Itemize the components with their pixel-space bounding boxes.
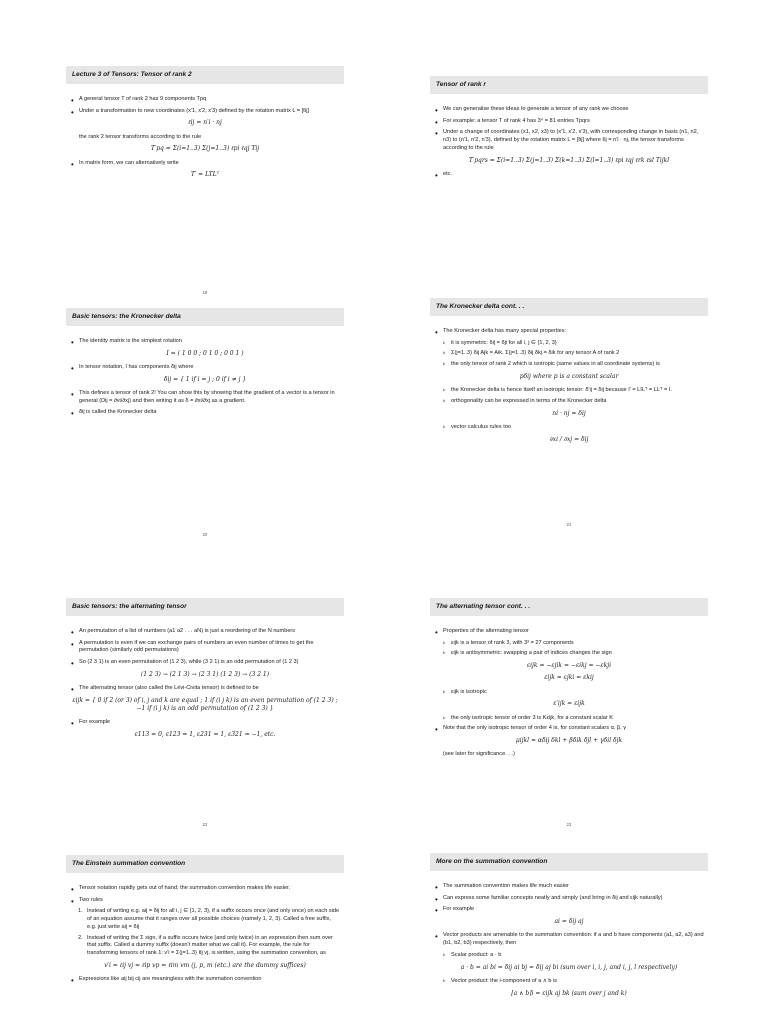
slide-title: Lecture 3 of Tensors: Tensor of rank 2 — [66, 66, 344, 84]
equation: μijkl = αδij δkl + βδik δjl + γδil δjk — [515, 737, 623, 745]
sub-bullet: ▹ the only isotropic tensor of order 3 is Kεijk, for a constant scalar K — [434, 715, 704, 723]
equation: ε′ijk = εijk — [553, 700, 585, 708]
slide-tensor-rank-r — [430, 76, 708, 306]
equation: ε113 = 0, ε123 = 1, ε231 = 1, ε321 = −1, etc. — [134, 731, 276, 739]
sub-bullet: ▹ the Kronecker delta is hence itself an isotropic tensor: δ′ij = δij because I′ = LILᵀ = LLᵀ = I. — [434, 387, 704, 395]
bullet: • In tensor notation, I has components δij where — [70, 364, 340, 372]
bullet: • A general tensor T of rank 2 has 9 components Tpq — [70, 96, 340, 104]
sub-bullet: ▹ orthogonality can be expressed in terms of the Kronecker delta — [434, 398, 704, 406]
bullet: • Vector products are amenable to the summation convention: if a and b have components (a1, a2, a3) and (b1, b2, b3) respectively, then — [434, 932, 704, 947]
equation: ℓij = n′i · nj — [188, 119, 222, 127]
sub-bullet: ▹ vector calculus rules too — [434, 424, 704, 432]
bullet: • Two rules — [70, 897, 340, 905]
slide-title: More on the summation convention — [430, 853, 708, 871]
equation: [a ∧ b]i = εijk aj bk (sum over j and k) — [511, 989, 627, 997]
slide-title: The Einstein summation convention — [66, 855, 344, 873]
numbered-item: 1. Instead of writing e.g. aij = δij for all i, j ∈ {1, 2, 3}, if a suffix occurs once (and only once) on each side of an equation assume that it ranges over all possible choices (namely 1, 2, 3). Called a free suffix, e.g. just write aij = δij — [78, 908, 340, 930]
sub-bullet: ▹ Vector product: the i-component of a ∧ b is — [434, 978, 704, 986]
equation: ai = δij aj — [554, 918, 584, 926]
sub-bullet: ▹ it is symmetric: δij = δji for all i, j ∈ {1, 2, 3} — [434, 340, 704, 348]
sub-bullet: ▹ εijk is antisymmetric: swapping a pair of indices changes the sign — [434, 650, 704, 658]
equation: a · b = ai bi = δij ai bj = δij aj bi (sum over i, i, j, and i, j, l respectively) — [460, 963, 678, 971]
slide-title: Tensor of rank r — [430, 76, 708, 94]
slide-einstein-summation — [66, 855, 344, 1024]
bullet: • For example: a tensor T of rank 4 has 3⁴ = 81 entries Tpqrs — [434, 118, 704, 126]
bullet: • Under a change of coordinates (x1, x2, x3) to (x′1, x′2, x′3), with corresponding change in basis (n1, n2, n3) to (n′1, n′2, n′3), defined by the rotation matrix L = [ℓij] where ℓij = n′i · nj, the tensor transforms according to the rule — [434, 129, 704, 152]
equation: I = ( 1 0 0 ; 0 1 0 ; 0 0 1 ) — [166, 349, 244, 357]
page-number: 23 — [566, 822, 572, 828]
equation: T′pq = Σ(i=1..3) Σ(j=1..3) ℓpi ℓqj Tij — [150, 145, 260, 153]
bullet: • For example — [70, 719, 340, 727]
bullet: • Tensor notation rapidly gets out of hand; the summation convention makes life easier. — [70, 885, 340, 893]
slide-alternating-tensor — [66, 598, 344, 828]
slide-title: Basic tensors: the Kronecker delta — [66, 308, 344, 326]
bullet: • Note that the only isotropic tensor of order 4 is, for constant scalars α, β, γ — [434, 725, 704, 733]
page-number: 21 — [566, 522, 572, 528]
bullet: • For example — [434, 906, 704, 914]
numbered-item-text: Instead of writing e.g. aij = δij for all i, j ∈ {1, 2, 3}, if a suffix occurs once (and only once) on each side of an equation assume that it ranges over all possible choices (namely 1, 2, 3). Called a free suffix, e.g. just write aij = δij — [87, 908, 340, 930]
bullet: • The summation convention makes life much easier — [434, 883, 704, 891]
bullet: • An permutation of a list of numbers (a1 a2 . . . aN) is just a reordering of the N numbers — [70, 628, 340, 636]
sub-bullet: ▹ Σ(j=1..3) δij Ajk = Aik, Σ(j=1..3) δij δkj = δik for any tensor A of rank 2 — [434, 350, 704, 358]
paragraph: the rank 2 tensor transforms according to the rule — [79, 133, 202, 140]
bullet: • Can express some familiar concepts neatly and simply (and bring in δij and εijk naturally) — [434, 895, 704, 903]
numbered-item-text: Instead of writing the Σ sign, if a suffix occurs twice (and only twice) in an expression then sum over that suffix. Called a dummy suffix (doesn't matter what we call it). For example, the rule for transforming tensors of rank 1: v′i = Σ(j=1..3) ℓij vj, is written, using the summation convention, as — [87, 934, 333, 957]
slide-title: Basic tensors: the alternating tensor — [66, 598, 344, 616]
bullet: • The identity matrix is the simplest rotation — [70, 338, 340, 346]
page-number: 20 — [202, 532, 208, 538]
equation: εijk = εjki = εkij — [544, 674, 594, 682]
equation: δij = { 1 if i = j ; 0 if i ≠ j } — [163, 375, 247, 383]
page-number: 18 — [202, 290, 208, 296]
equation: T′pqrs = Σ(i=1..3) Σ(j=1..3) Σ(k=1..3) Σ(l=1..3) ℓpi ℓqj ℓrk ℓsl Tijkl — [468, 156, 670, 164]
equation: T′ = LTLᵀ — [190, 171, 220, 179]
slide-title: The alternating tensor cont. . . — [430, 598, 708, 616]
sub-bullet: ▹ the only tensor of rank 2 which is isotropic (same values in all coordinate systems) is — [434, 361, 704, 369]
numbered-item: 2. Instead of writing the Σ sign, if a suffix occurs twice (and only twice) in an expression then sum over that suffix. Called a dummy suffix (doesn't matter what we call it). For example, the rule for transforming tensors of rank 1: v′i = Σ(j=1..3) ℓij vj, is written, using the summation convention, as — [78, 934, 333, 957]
page-number: 22 — [202, 822, 208, 828]
bullet: • We can generalise these ideas to generate a tensor of any rank we choose — [434, 106, 704, 114]
equation: εijk = { 0 if 2 (or 3) of i, j and k are equal ; 1 if (i j k) is an even permutation of (1 2 3) ; −1 if (i j k) is an odd permutation of (1 2 3) } — [72, 696, 338, 713]
slide-kronecker-delta-cont — [430, 298, 708, 528]
sub-bullet: ▹ εijk is isotropic — [434, 689, 704, 697]
equation: (1 2 3) → (2 1 3) → (2 3 1) (1 2 3) → (3 2 1) — [140, 670, 270, 678]
bullet: • Properties of the alternating tensor — [434, 628, 704, 636]
equation: v′i = ℓij vj = ℓip vp = ℓim vm (j, p, m (etc.) are the dummy suffices) — [104, 961, 306, 969]
bullet: • This defines a tensor of rank 2! You can show this by showing that the gradient of a vector is a tensor in general (Dij = ∂vi/∂xj) and then writing it as δ = ∂xi/∂xj as a gradient. — [70, 390, 340, 405]
sub-bullet: ▹ Scalar product: a · b — [434, 952, 704, 960]
bullet: • So (2 3 1) is an even permutation of (1 2 3), while (3 2 1) is an odd permutation of (1 2 3) — [70, 659, 340, 667]
bullet: • A permutation is even if we can exchange pairs of numbers an even number of times to get the permutation (similarly odd permutations) — [70, 640, 340, 655]
bullet: • The Kronecker delta has many special properties: — [434, 328, 704, 336]
bullet: • The alternating tensor (also called the Lévi-Civita tensor) is defined to be — [70, 685, 340, 693]
slide-kronecker-delta — [66, 308, 344, 538]
slide-tensor-rank-2 — [66, 66, 344, 296]
equation: ni · nj = δij — [552, 409, 586, 417]
equation: ∂xi / ∂xj = δij — [549, 435, 589, 443]
bullet: • δij is called the Kronecker delta — [70, 409, 340, 417]
bullet: • Expressions like aij bij cij are meaningless with the summation convention — [70, 976, 340, 984]
bullet: • In matrix form, we can alternatively write — [70, 160, 340, 168]
bullet: • Under a transformation to new coordinates (x′1, x′2, x′3) defined by the rotation matrix L = [ℓij] — [70, 108, 340, 116]
slide-alternating-tensor-cont — [430, 598, 708, 828]
slide-title: The Kronecker delta cont. . . — [430, 298, 708, 316]
slide-more-summation — [430, 853, 708, 1024]
bullet: • etc. — [434, 171, 704, 179]
sub-bullet: ▹ εijk is a tensor of rank 3, with 3³ = 27 components — [434, 640, 704, 648]
equation: pδij where p is a constant scalar — [519, 372, 619, 380]
equation: εijk = −εjik = −εikj = −εkji — [526, 662, 612, 670]
paragraph: (see later for significance. . .) — [443, 751, 515, 758]
